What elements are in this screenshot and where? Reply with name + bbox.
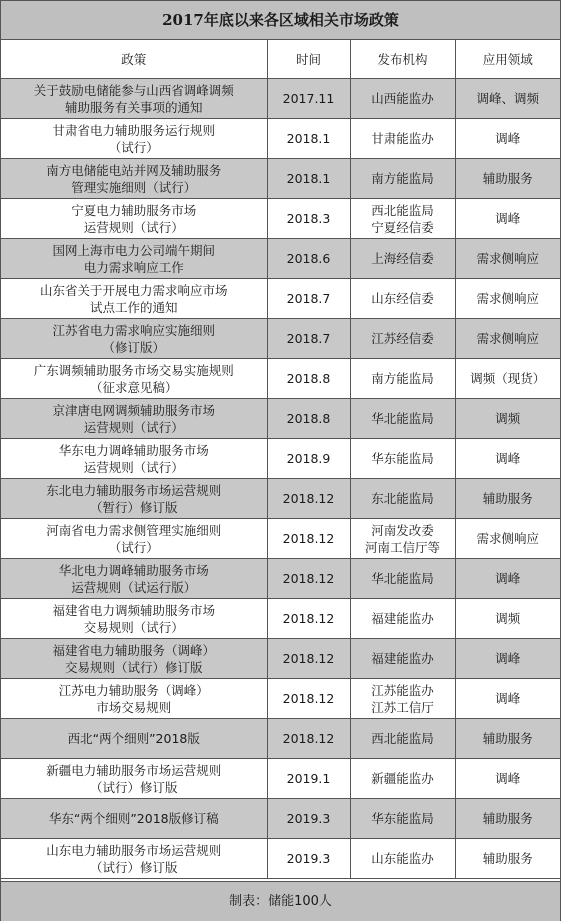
policy-cell xyxy=(1,119,267,159)
field-cell: 调频（现货） xyxy=(455,359,560,399)
cell-text-line: 上海经信委 xyxy=(371,251,434,266)
policy-cell xyxy=(1,79,267,119)
cell-text-line: 山东电力辅助服务市场运营规则 xyxy=(46,842,222,858)
table-row xyxy=(1,359,560,399)
cell-text-line: 新疆能监办 xyxy=(371,771,434,786)
table-row xyxy=(1,239,560,279)
cell-text-line: （试行） xyxy=(108,539,159,555)
cell-text-line: 关于鼓励电储能参与山西省调峰调频 xyxy=(33,82,234,98)
cell-text-line: （征求意见稿） xyxy=(89,379,178,395)
cell-text-line: 西北能监局 xyxy=(371,202,434,218)
cell-text-line: 南方电储能电站并网及辅助服务 xyxy=(46,162,222,178)
field-cell: 需求侧响应 xyxy=(455,519,560,559)
time-cell: 2018.1 xyxy=(267,159,350,199)
table-row xyxy=(1,839,560,879)
org-cell xyxy=(350,639,455,679)
time-cell: 2018.7 xyxy=(267,279,350,319)
table-row xyxy=(1,639,560,679)
cell-text-line: 江苏能监办 xyxy=(371,682,434,698)
field-cell: 调峰 xyxy=(455,559,560,599)
time-cell: 2018.9 xyxy=(267,439,350,479)
header-row xyxy=(1,40,560,79)
time-cell: 2018.1 xyxy=(267,119,350,159)
cell-text-line: 南方能监局 xyxy=(371,371,434,386)
cell-text-line: 甘肃能监办 xyxy=(371,131,434,146)
time-cell: 2018.12 xyxy=(267,639,350,679)
field-cell: 调频 xyxy=(455,399,560,439)
cell-text-line: 福建能监办 xyxy=(371,651,434,666)
cell-text-line: 华北电力调峰辅助服务市场 xyxy=(58,562,209,578)
table-row xyxy=(1,439,560,479)
policy-cell xyxy=(1,319,267,359)
field-cell: 调峰 xyxy=(455,679,560,719)
cell-text-line: 运营规则（试行） xyxy=(83,219,184,235)
policy-cell xyxy=(1,559,267,599)
org-cell xyxy=(350,479,455,519)
org-cell xyxy=(350,399,455,439)
policy-cell xyxy=(1,519,267,559)
cell-text-line: 河南工信厅等 xyxy=(364,539,440,555)
cell-text-line: 华北能监局 xyxy=(371,411,434,426)
policy-cell xyxy=(1,599,267,639)
cell-text-line: 西北能监局 xyxy=(371,731,434,746)
table-row xyxy=(1,479,560,519)
cell-text-line: 华东能监局 xyxy=(371,811,434,826)
header-time: 时间 xyxy=(267,40,350,79)
org-cell xyxy=(350,839,455,879)
table-row xyxy=(1,319,560,359)
cell-text-line: 华东能监局 xyxy=(371,451,434,466)
cell-text-line: 电力需求响应工作 xyxy=(83,259,184,275)
cell-text-line: 东北能监局 xyxy=(371,491,434,506)
field-cell: 调频 xyxy=(455,599,560,639)
cell-text-line: 新疆电力辅助服务市场运营规则 xyxy=(46,762,222,778)
policy-cell xyxy=(1,799,267,839)
cell-text-line: 甘肃省电力辅助服务运行规则 xyxy=(52,122,215,138)
field-cell: 需求侧响应 xyxy=(455,319,560,359)
field-cell: 辅助服务 xyxy=(455,159,560,199)
cell-text-line: 管理实施细则（试行） xyxy=(71,179,197,195)
time-cell: 2019.3 xyxy=(267,839,350,879)
org-cell xyxy=(350,719,455,759)
time-cell: 2018.12 xyxy=(267,519,350,559)
table-footer: 制表：储能100人 xyxy=(1,881,560,921)
org-cell xyxy=(350,679,455,719)
cell-text-line: 江苏电力辅助服务（调峰） xyxy=(58,682,209,698)
cell-text-line: 市场交易规则 xyxy=(96,699,172,715)
policy-cell xyxy=(1,199,267,239)
org-cell xyxy=(350,559,455,599)
cell-text-line: 宁夏电力辅助服务市场 xyxy=(71,202,197,218)
header-org: 发布机构 xyxy=(350,40,455,79)
org-cell xyxy=(350,519,455,559)
table-row xyxy=(1,679,560,719)
time-cell: 2018.7 xyxy=(267,319,350,359)
org-cell xyxy=(350,199,455,239)
cell-text-line: 山东省关于开展电力需求响应市场 xyxy=(39,282,228,298)
cell-text-line: 西北“两个细则”2018版 xyxy=(67,731,200,746)
table-row xyxy=(1,519,560,559)
cell-text-line: 京津唐电网调频辅助服务市场 xyxy=(52,402,215,418)
time-cell: 2018.6 xyxy=(267,239,350,279)
policy-cell xyxy=(1,439,267,479)
org-cell xyxy=(350,759,455,799)
field-cell: 需求侧响应 xyxy=(455,279,560,319)
table-row xyxy=(1,599,560,639)
org-cell xyxy=(350,439,455,479)
policy-cell xyxy=(1,759,267,799)
time-cell: 2018.8 xyxy=(267,359,350,399)
cell-text-line: 福建省电力调频辅助服务市场 xyxy=(52,602,215,618)
time-cell: 2018.12 xyxy=(267,599,350,639)
time-cell: 2018.3 xyxy=(267,199,350,239)
table-row xyxy=(1,719,560,759)
time-cell: 2017.11 xyxy=(267,79,350,119)
field-cell: 需求侧响应 xyxy=(455,239,560,279)
policy-cell xyxy=(1,159,267,199)
cell-text-line: 江苏经信委 xyxy=(371,331,434,346)
policy-cell xyxy=(1,839,267,879)
table-row xyxy=(1,759,560,799)
table-body xyxy=(1,79,560,879)
org-cell xyxy=(350,159,455,199)
time-cell: 2018.12 xyxy=(267,559,350,599)
time-cell: 2019.3 xyxy=(267,799,350,839)
org-cell xyxy=(350,319,455,359)
org-cell xyxy=(350,119,455,159)
cell-text-line: 福建省电力辅助服务（调峰） xyxy=(52,642,215,658)
field-cell: 调峰 xyxy=(455,119,560,159)
time-cell: 2018.12 xyxy=(267,479,350,519)
table-row xyxy=(1,279,560,319)
header-policy: 政策 xyxy=(1,40,267,79)
cell-text-line: （暂行）修订版 xyxy=(89,499,178,515)
policy-cell xyxy=(1,639,267,679)
time-cell: 2018.8 xyxy=(267,399,350,439)
field-cell: 调峰 xyxy=(455,439,560,479)
cell-text-line: 宁夏经信委 xyxy=(371,219,434,235)
field-cell: 调峰 xyxy=(455,759,560,799)
policy-cell xyxy=(1,719,267,759)
time-cell: 2018.12 xyxy=(267,679,350,719)
cell-text-line: 辅助服务有关事项的通知 xyxy=(64,99,203,115)
policy-cell xyxy=(1,399,267,439)
cell-text-line: 南方能监局 xyxy=(371,171,434,186)
cell-text-line: （试行）修订版 xyxy=(89,859,178,875)
cell-text-line: 华东电力调峰辅助服务市场 xyxy=(58,442,209,458)
cell-text-line: 江苏省电力需求响应实施细则 xyxy=(52,322,215,338)
policy-cell xyxy=(1,359,267,399)
table-title: 2017年底以来各区域相关市场政策 xyxy=(1,1,560,40)
cell-text-line: 东北电力辅助服务市场运营规则 xyxy=(46,482,222,498)
cell-text-line: 交易规则（试行）修订版 xyxy=(64,659,203,675)
time-cell: 2018.12 xyxy=(267,719,350,759)
table-row xyxy=(1,799,560,839)
org-cell xyxy=(350,359,455,399)
cell-text-line: 试点工作的通知 xyxy=(89,299,178,315)
field-cell: 辅助服务 xyxy=(455,479,560,519)
cell-text-line: 山东经信委 xyxy=(371,291,434,306)
policy-table xyxy=(1,40,560,879)
cell-text-line: 山东能监办 xyxy=(371,851,434,866)
cell-text-line: 山西能监办 xyxy=(371,91,434,106)
table-row xyxy=(1,159,560,199)
org-cell xyxy=(350,599,455,639)
field-cell: 调峰 xyxy=(455,639,560,679)
org-cell xyxy=(350,79,455,119)
cell-text-line: 河南发改委 xyxy=(371,522,434,538)
field-cell: 调峰 xyxy=(455,199,560,239)
cell-text-line: （试行）修订版 xyxy=(89,779,178,795)
cell-text-line: 运营规则（试行） xyxy=(83,459,184,475)
field-cell: 辅助服务 xyxy=(455,719,560,759)
cell-text-line: 国网上海市电力公司端午期间 xyxy=(52,242,215,258)
field-cell: 辅助服务 xyxy=(455,799,560,839)
field-cell: 调峰、调频 xyxy=(455,79,560,119)
cell-text-line: 广东调频辅助服务市场交易实施规则 xyxy=(33,362,234,378)
cell-text-line: 运营规则（试行） xyxy=(83,419,184,435)
cell-text-line: 运营规则（试运行版） xyxy=(71,579,197,595)
cell-text-line: 福建能监办 xyxy=(371,611,434,626)
cell-text-line: 交易规则（试行） xyxy=(83,619,184,635)
policy-cell xyxy=(1,279,267,319)
cell-text-line: 江苏工信厅 xyxy=(371,699,434,715)
cell-text-line: （试行） xyxy=(108,139,159,155)
table-row xyxy=(1,559,560,599)
org-cell xyxy=(350,239,455,279)
org-cell xyxy=(350,799,455,839)
cell-text-line: 河南省电力需求侧管理实施细则 xyxy=(46,522,222,538)
cell-text-line: （修订版） xyxy=(102,339,165,355)
table-row xyxy=(1,119,560,159)
policy-cell xyxy=(1,479,267,519)
time-cell: 2019.1 xyxy=(267,759,350,799)
table-row xyxy=(1,399,560,439)
table-row xyxy=(1,79,560,119)
org-cell xyxy=(350,279,455,319)
cell-text-line: 华北能监局 xyxy=(371,571,434,586)
field-cell: 辅助服务 xyxy=(455,839,560,879)
cell-text-line: 华东“两个细则”2018版修订稿 xyxy=(48,811,219,826)
header-field: 应用领域 xyxy=(455,40,560,79)
table-row xyxy=(1,199,560,239)
policy-cell xyxy=(1,239,267,279)
policy-cell xyxy=(1,679,267,719)
